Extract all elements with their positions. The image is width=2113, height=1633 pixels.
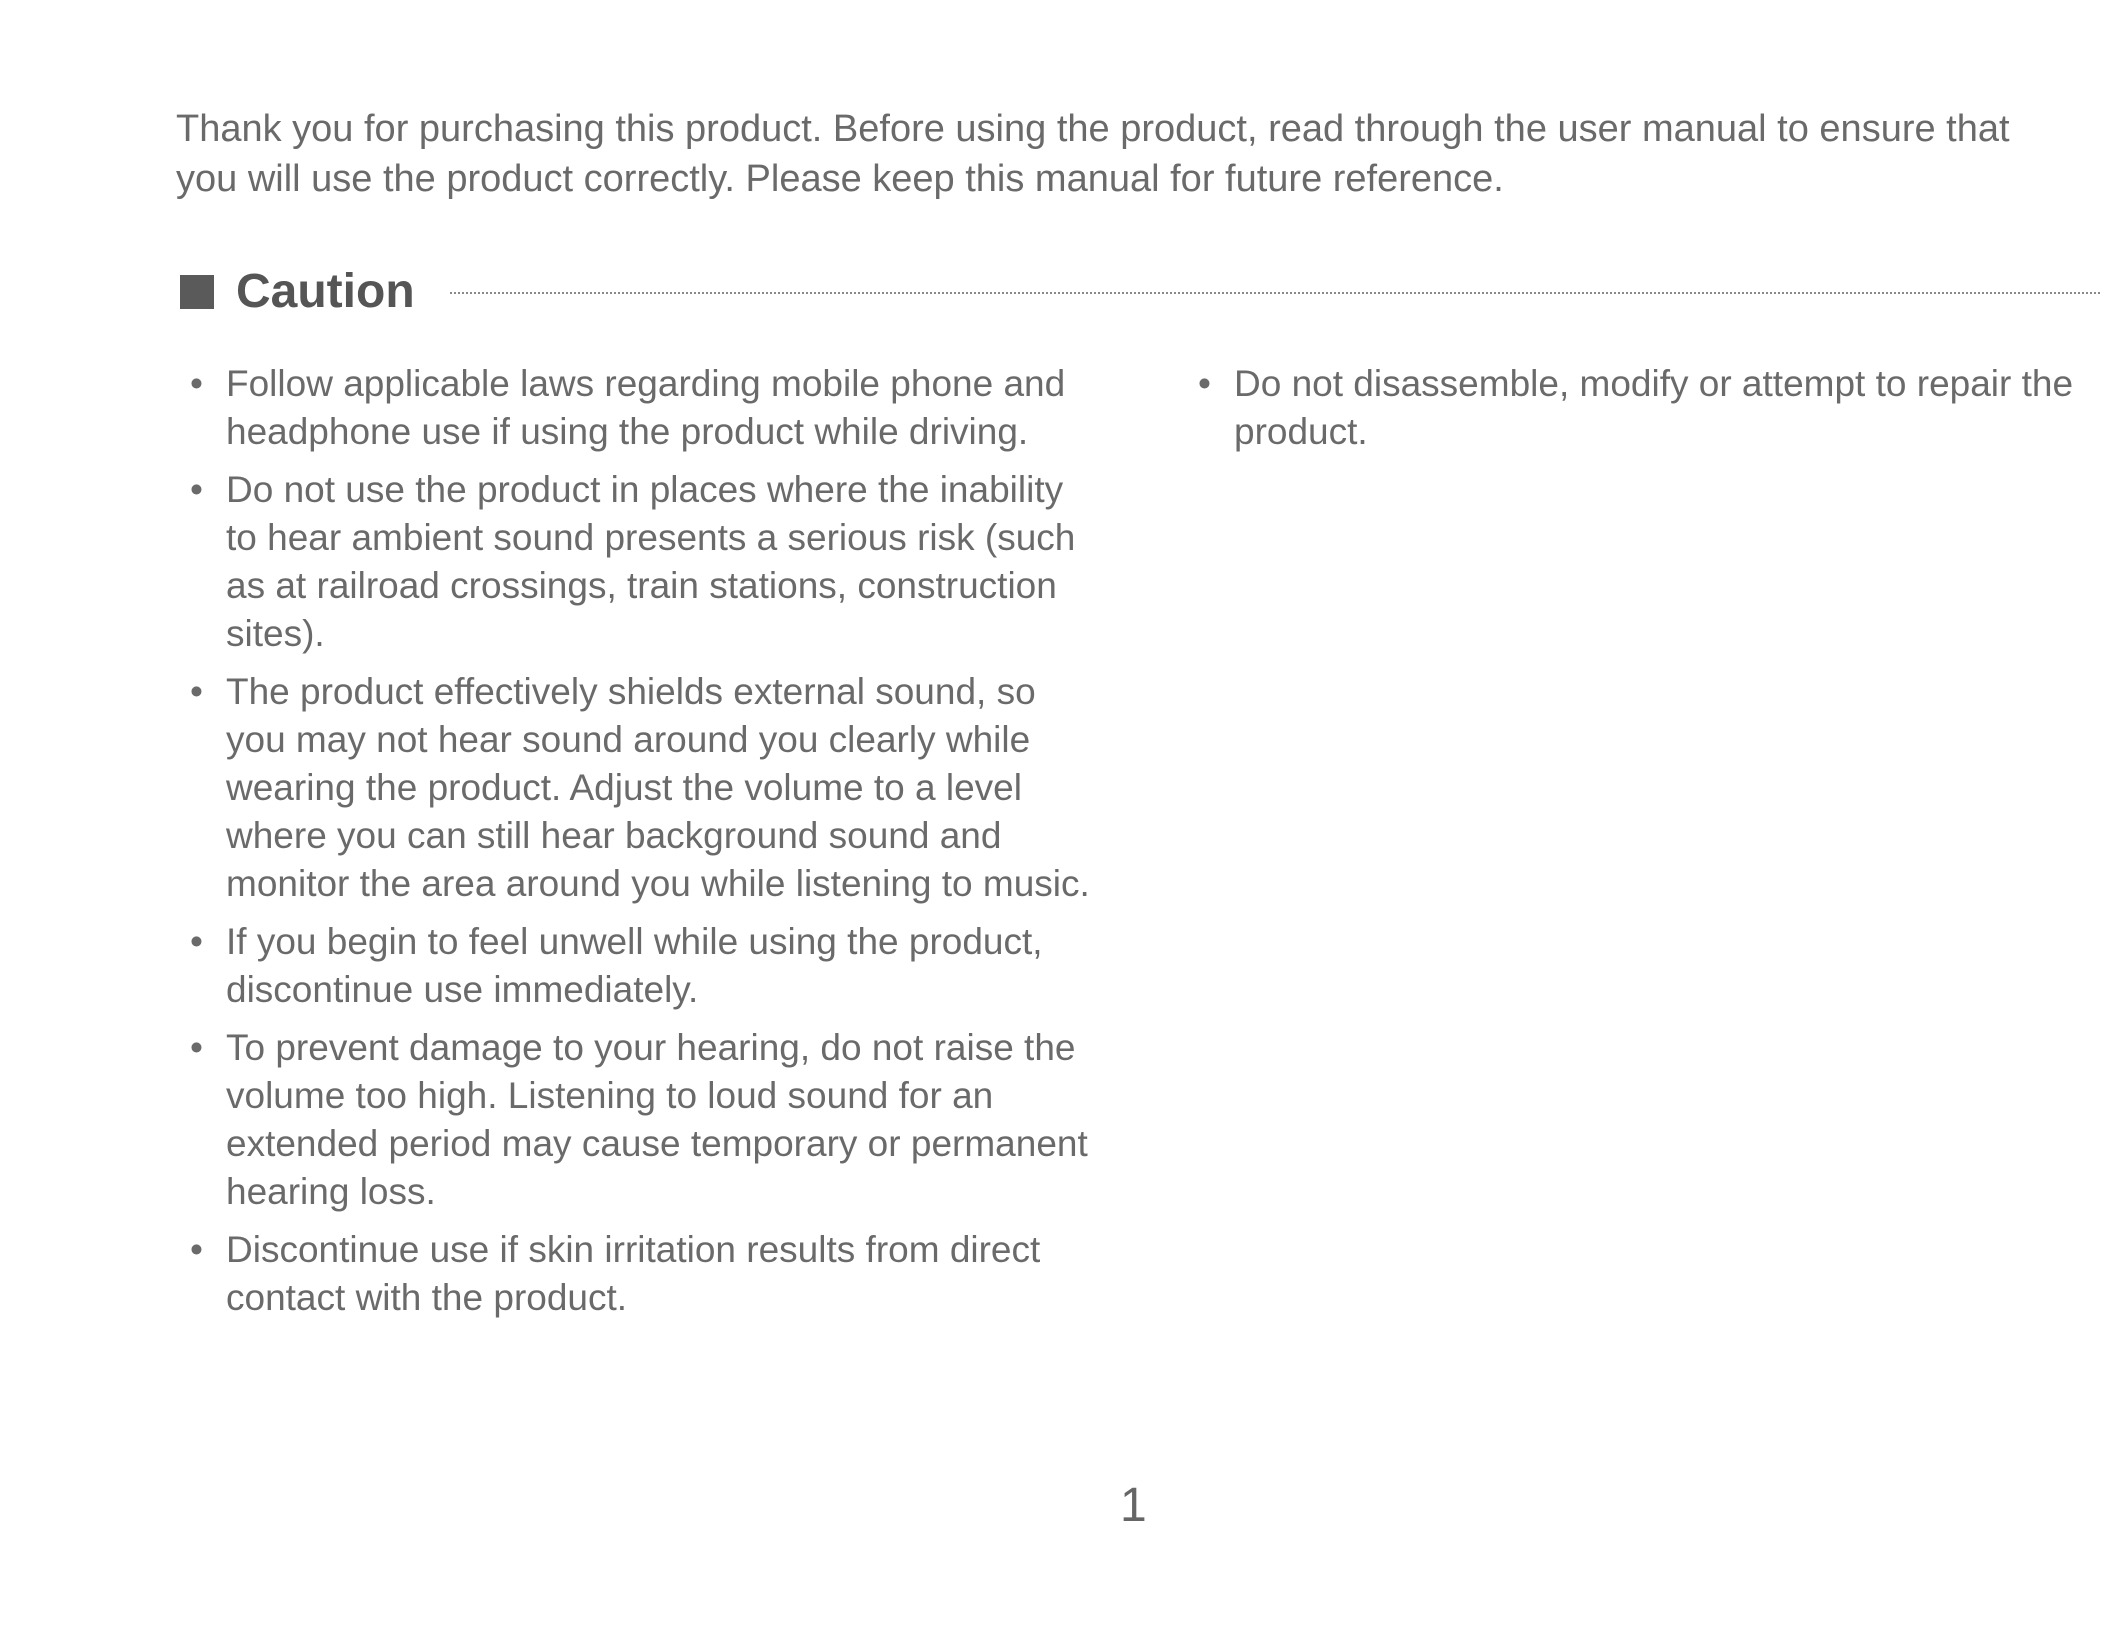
list-item bbox=[190, 1226, 1090, 1322]
list-item bbox=[190, 1024, 1090, 1216]
heading-square-icon bbox=[180, 275, 214, 309]
list-item-text: To prevent damage to your hearing, do not raise the volume too high. Listening to loud sound for an extended period may cause temporary or permanent hearing loss. bbox=[226, 1027, 1088, 1212]
bullet-icon: • bbox=[190, 469, 203, 510]
heading-divider bbox=[450, 292, 2100, 294]
bullet-icon: • bbox=[190, 1229, 203, 1270]
caution-list-right bbox=[1198, 360, 2078, 466]
list-item bbox=[190, 918, 1090, 1014]
list-item bbox=[1198, 360, 2078, 456]
caution-title: Caution bbox=[236, 265, 415, 318]
bullet-icon: • bbox=[190, 363, 203, 404]
list-item-text: Do not use the product in places where the inability to hear ambient sound presents a serious risk (such as at railroad crossings, train stations, construction sites). bbox=[226, 469, 1076, 654]
list-item-text: Discontinue use if skin irritation results from direct contact with the product. bbox=[226, 1229, 1041, 1318]
list-item bbox=[190, 360, 1090, 456]
list-item-text: Follow applicable laws regarding mobile phone and headphone use if using the product while driving. bbox=[226, 363, 1066, 452]
list-item bbox=[190, 668, 1090, 908]
bullet-icon: • bbox=[190, 671, 203, 712]
bullet-icon: • bbox=[1198, 363, 1211, 404]
bullet-icon: • bbox=[190, 1027, 203, 1068]
intro-paragraph: Thank you for purchasing this product. Before using the product, read through the user manual to ensure that you will use the product correctly. Please keep this manual for future reference. bbox=[176, 108, 2010, 200]
list-item-text: Do not disassemble, modify or attempt to repair the product. bbox=[1234, 363, 2074, 452]
list-item-text: The product effectively shields external sound, so you may not hear sound around you clearly while wearing the product. Adjust the volume to a level where you can still hear background sound and monitor the area around you while listening to music. bbox=[226, 671, 1090, 904]
caution-heading bbox=[180, 262, 2100, 322]
list-item bbox=[190, 466, 1090, 658]
list-item-text: If you begin to feel unwell while using the product, discontinue use immediately. bbox=[226, 921, 1043, 1010]
page-number: 1 bbox=[1120, 1479, 1147, 1532]
bullet-icon: • bbox=[190, 921, 203, 962]
caution-list-left bbox=[190, 360, 1090, 1332]
